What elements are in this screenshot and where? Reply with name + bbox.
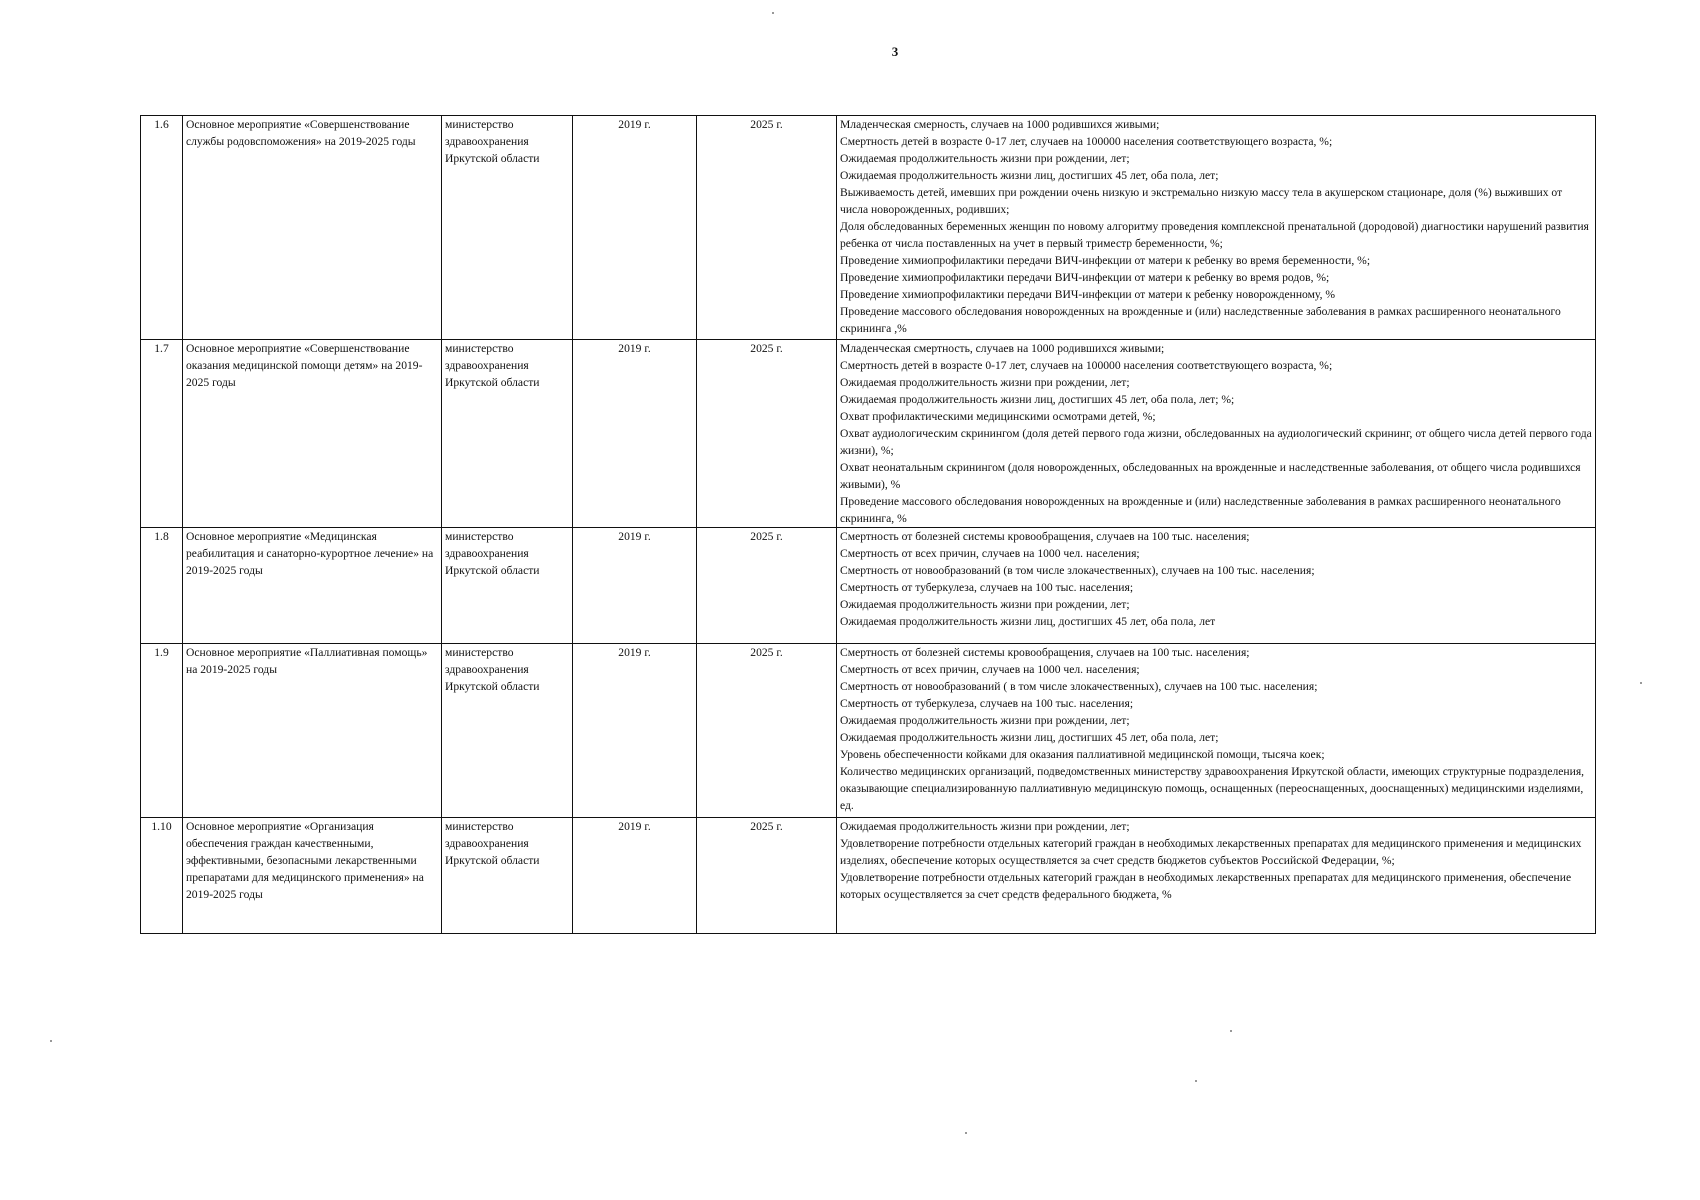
row-number: 1.6 [141, 116, 183, 340]
indicator-item: Смертность от туберкулеза, случаев на 100 тыс. населения; [840, 697, 1134, 710]
table-row [141, 116, 1596, 340]
table-body [141, 116, 1596, 934]
indicator-item: Проведение химиопрофилактики передачи ВИЧ-инфекции от матери к ребенку во время беременности, %; [840, 254, 1371, 267]
end-year: 2025 г. [697, 644, 837, 818]
scan-speck [965, 1132, 967, 1134]
indicator-item: Проведение массового обследования новорожденных на врожденные и (или) наследственные заболевания в рамках расширенного неонатального скрининга ,% [840, 305, 1561, 335]
indicator-item: Ожидаемая продолжительность жизни лиц, достигших 45 лет, оба пола, лет; %; [840, 393, 1235, 406]
indicator-item: Ожидаемая продолжительность жизни лиц, достигших 45 лет, оба пола, лет; [840, 169, 1219, 182]
indicator-item: Доля обследованных беременных женщин по новому алгоритму проведения комплексной пренатальной (дородовой) диагностики нарушений развития ребенка от числа поставленных на учет в первый триместр беременности, %; [840, 220, 1589, 250]
indicator-item: Ожидаемая продолжительность жизни при рождении, лет; [840, 820, 1130, 833]
row-number: 1.8 [141, 528, 183, 644]
row-number: 1.9 [141, 644, 183, 818]
indicator-item: Смертность от болезней системы кровообращения, случаев на 100 тыс. населения; [840, 646, 1250, 659]
indicators-cell [837, 818, 1596, 934]
indicators-cell [837, 528, 1596, 644]
scan-speck [1640, 682, 1642, 684]
end-year: 2025 г. [697, 340, 837, 528]
event-name: Основное мероприятие «Организация обеспечения граждан качественными, эффективными, безопасными лекарственными препаратами для медицинского применения» на 2019-2025 годы [183, 818, 442, 934]
executor: министерство здравоохранения Иркутской области [442, 528, 573, 644]
indicator-item: Смертность от новообразований ( в том числе злокачественных), случаев на 100 тыс. населения; [840, 680, 1318, 693]
scan-speck [1230, 1030, 1232, 1032]
indicator-item: Ожидаемая продолжительность жизни при рождении, лет; [840, 376, 1130, 389]
table-row [141, 340, 1596, 528]
executor: министерство здравоохранения Иркутской области [442, 644, 573, 818]
indicator-item: Удовлетворение потребности отдельных категорий граждан в необходимых лекарственных препаратах для медицинского применения, обеспечение которых осуществляется за счет средств федерального бюджета, % [840, 871, 1572, 901]
indicators-cell [837, 340, 1596, 528]
event-name: Основное мероприятие «Совершенствование службы родовспоможения» на 2019-2025 годы [183, 116, 442, 340]
start-year: 2019 г. [573, 644, 697, 818]
indicator-item: Смертность детей в возрасте 0-17 лет, случаев на 100000 населения соответствующего возраста, %; [840, 135, 1333, 148]
start-year: 2019 г. [573, 116, 697, 340]
indicator-item: Удовлетворение потребности отдельных категорий граждан в необходимых лекарственных препаратах для медицинского применения и медицинских изделиях, обеспечение которых осуществляется за счет средств бюджетов субъектов Российской Федерации, %; [840, 837, 1582, 867]
indicator-item: Выживаемость детей, имевших при рождении очень низкую и экстремально низкую массу тела в акушерском стационаре, доля (%) выживших от числа новорожденных, родивших; [840, 186, 1563, 216]
indicator-item: Ожидаемая продолжительность жизни при рождении, лет; [840, 714, 1130, 727]
measures-table [140, 115, 1596, 934]
indicator-item: Количество медицинских организаций, подведомственных министерству здравоохранения Иркутской области, имеющих структурные подразделения, оказывающие специализированную паллиативную медицинскую помощь, оснащенных (переоснащенных, дооснащенных) медицинскими изделиями, ед. [840, 765, 1585, 812]
end-year: 2025 г. [697, 528, 837, 644]
page-number: 3 [891, 44, 899, 59]
indicator-item: Смертность от туберкулеза, случаев на 100 тыс. населения; [840, 581, 1134, 594]
indicator-item: Охват профилактическими медицинскими осмотрами детей, %; [840, 410, 1156, 423]
end-year: 2025 г. [697, 818, 837, 934]
indicator-item: Проведение химиопрофилактики передачи ВИЧ-инфекции от матери к ребенку во время родов, %; [840, 271, 1330, 284]
indicator-item: Ожидаемая продолжительность жизни лиц, достигших 45 лет, оба пола, лет [840, 615, 1216, 628]
indicator-item: Проведение массового обследования новорожденных на врожденные и (или) наследственные заболевания в рамках расширенного неонатального скрининга, % [840, 495, 1561, 525]
event-name: Основное мероприятие «Совершенствование оказания медицинской помощи детям» на 2019-2025 годы [183, 340, 442, 528]
indicator-item: Проведение химиопрофилактики передачи ВИЧ-инфекции от матери к ребенку новорожденному, % [840, 288, 1336, 301]
indicator-item: Охват неонатальным скринингом (доля новорожденных, обследованных на врожденные и наследственные заболевания, от общего числа родившихся живыми), % [840, 461, 1581, 491]
indicator-item: Смертность от всех причин, случаев на 1000 чел. населения; [840, 547, 1140, 560]
indicator-item: Смертность от новообразований (в том числе злокачественных), случаев на 100 тыс. населения; [840, 564, 1315, 577]
indicator-item: Ожидаемая продолжительность жизни при рождении, лет; [840, 152, 1130, 165]
start-year: 2019 г. [573, 818, 697, 934]
indicators-cell [837, 116, 1596, 340]
scan-speck [50, 1040, 52, 1042]
executor: министерство здравоохранения Иркутской области [442, 116, 573, 340]
indicator-item: Младенческая смертность, случаев на 1000 родившихся живыми; [840, 342, 1165, 355]
indicator-item: Охват аудиологическим скринингом (доля детей первого года жизни, обследованных на аудиологический скрининг, от общего числа детей первого года жизни), %; [840, 427, 1592, 457]
indicator-item: Смертность от всех причин, случаев на 1000 чел. населения; [840, 663, 1140, 676]
table-row [141, 818, 1596, 934]
scan-speck [1195, 1080, 1197, 1082]
indicator-item: Смертность от болезней системы кровообращения, случаев на 100 тыс. населения; [840, 530, 1250, 543]
end-year: 2025 г. [697, 116, 837, 340]
row-number: 1.7 [141, 340, 183, 528]
executor: министерство здравоохранения Иркутской области [442, 340, 573, 528]
scan-speck [772, 12, 774, 14]
executor: министерство здравоохранения Иркутской области [442, 818, 573, 934]
indicator-item: Ожидаемая продолжительность жизни при рождении, лет; [840, 598, 1130, 611]
start-year: 2019 г. [573, 528, 697, 644]
indicator-item: Младенческая смерность, случаев на 1000 родившихся живыми; [840, 118, 1160, 131]
indicators-cell [837, 644, 1596, 818]
event-name: Основное мероприятие «Медицинская реабилитация и санаторно-курортное лечение» на 2019-2025 годы [183, 528, 442, 644]
start-year: 2019 г. [573, 340, 697, 528]
indicator-item: Смертность детей в возрасте 0-17 лет, случаев на 100000 населения соответствующего возраста, %; [840, 359, 1333, 372]
table-row [141, 644, 1596, 818]
event-name: Основное мероприятие «Паллиативная помощь» на 2019-2025 годы [183, 644, 442, 818]
table-row [141, 528, 1596, 644]
indicator-item: Уровень обеспеченности койками для оказания паллиативной медицинской помощи, тысяча коек; [840, 748, 1325, 761]
row-number: 1.10 [141, 818, 183, 934]
indicator-item: Ожидаемая продолжительность жизни лиц, достигших 45 лет, оба пола, лет; [840, 731, 1219, 744]
